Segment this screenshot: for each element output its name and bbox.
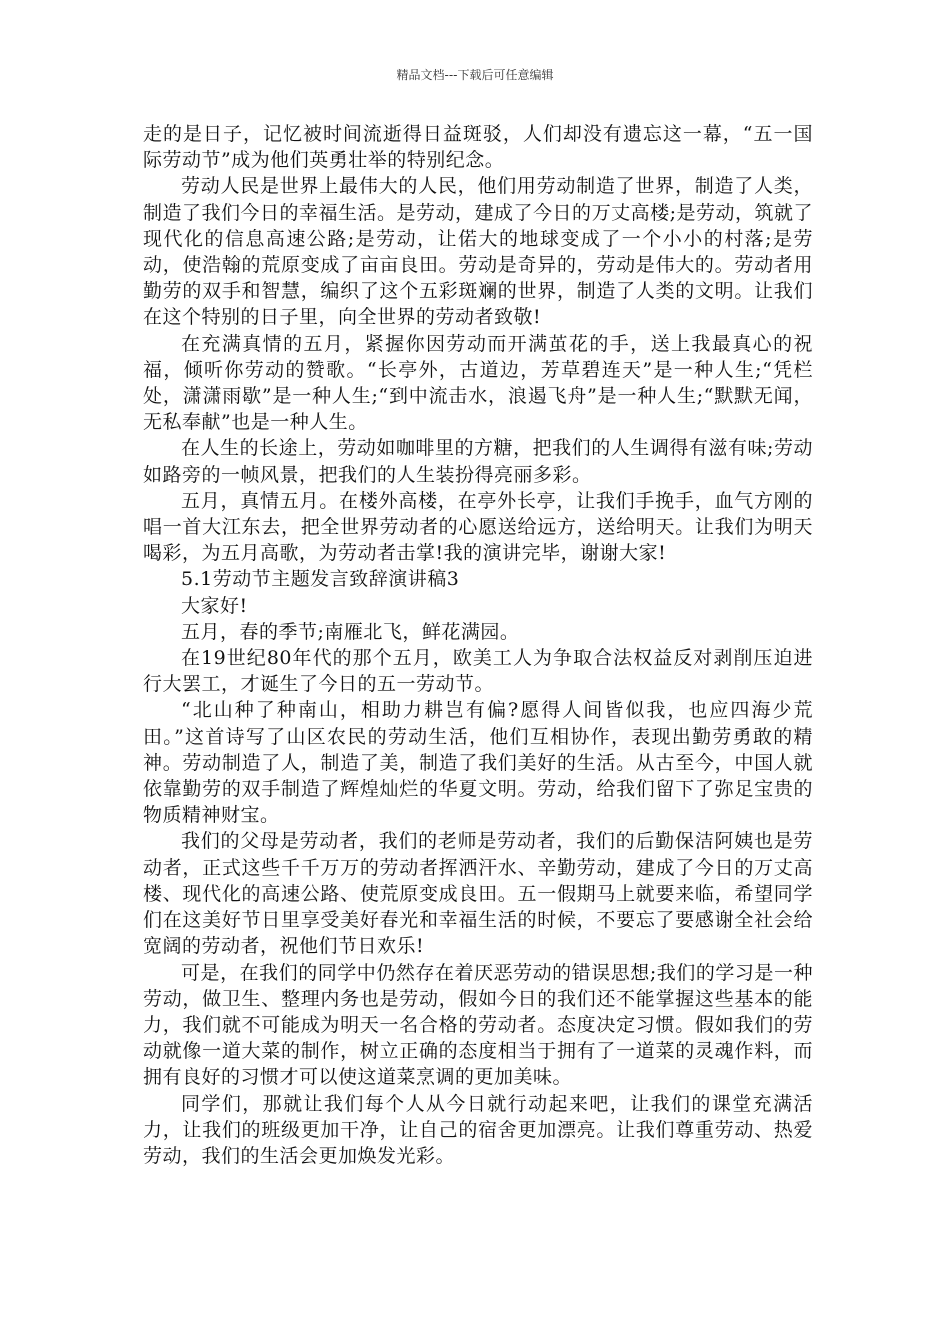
paragraph: 走的是日子，记忆被时间流逝得日益斑驳，人们却没有遗忘这一幕，“五一国际劳动节”成为他们英勇壮举的特别纪念。 [143, 123, 813, 172]
paragraph: 在充满真情的五月，紧握你因劳动而开满茧花的手，送上我最真心的祝福，倾听你劳动的赞歌。“长亭外，古道边，芳草碧连天”是一种人生;“凭栏处，潇潇雨歇”是一种人生;“到中流击水，浪遏飞舟”是一种人生;“默默无闻，无私奉献”也是一种人生。 [143, 332, 813, 434]
page-header: 精品文档---下载后可任意编辑 [396, 68, 554, 82]
paragraph: 劳动人民是世界上最伟大的人民，他们用劳动制造了世界，制造了人类，制造了我们今日的幸福生活。是劳动，建成了今日的万丈高楼;是劳动，筑就了现代化的信息高速公路;是劳动，让偌大的地球变成了一个小小的村落;是劳动，使浩翰的荒原变成了亩亩良田。劳动是奇异的，劳动是伟大的。劳动者用勤劳的双手和智慧，编织了这个五彩斑斓的世界，制造了人类的文明。让我们在这个特别的日子里，向全世界的劳动者致敬! [143, 175, 813, 329]
paragraph: “北山种了种南山，相助力耕岂有偏?愿得人间皆似我，也应四海少荒田。”这首诗写了山区农民的劳动生活，他们互相协作，表现出勤劳勇敢的精神。劳动制造了人，制造了美，制造了我们美好的生活。从古至今，中国人就依靠勤劳的双手制造了辉煌灿烂的华夏文明。劳动，给我们留下了弥足宝贵的物质精神财宝。 [143, 699, 813, 827]
section-heading: 5.1劳动节主题发言致辞演讲稿3 [181, 568, 460, 591]
greeting: 大家好! [181, 594, 248, 617]
paragraph: 可是，在我们的同学中仍然存在着厌恶劳动的错误思想;我们的学习是一种劳动，做卫生、整理内务也是劳动，假如今日的我们还不能掌握这些基本的能力，我们就不可能成为明天一名合格的劳动者。态度决定习惯。假如我们的劳动就像一道大菜的制作，树立正确的态度相当于拥有了一道菜的灵魂作料，而拥有良好的习惯才可以使这道菜烹调的更加美味。 [143, 961, 813, 1089]
paragraph: 我们的父母是劳动者，我们的老师是劳动者，我们的后勤保洁阿姨也是劳动者，正式这些千千万万的劳动者挥洒汗水、辛勤劳动，建成了今日的万丈高楼、现代化的高速公路、使荒原变成良田。五一假期马上就要来临，希望同学们在这美好节日里享受美好春光和幸福生活的时候，不要忘了要感谢全社会给宽阔的劳动者，祝他们节日欢乐! [143, 830, 813, 958]
paragraph: 在19世纪80年代的那个五月，欧美工人为争取合法权益反对剥削压迫进行大罢工，才诞生了今日的五一劳动节。 [143, 647, 813, 696]
document-body [143, 121, 813, 1169]
paragraph: 五月，真情五月。在楼外高楼，在亭外长亭，让我们手挽手，血气方刚的唱一首大江东去，把全世界劳动者的心愿送给远方，送给明天。让我们为明天喝彩，为五月高歌，为劳动者击掌!我的演讲完毕，谢谢大家! [143, 489, 813, 565]
paragraph: 同学们，那就让我们每个人从今日就行动起来吧，让我们的课堂充满活力，让我们的班级更加干净，让自己的宿舍更加漂亮。让我们尊重劳动、热爱劳动，我们的生活会更加焕发光彩。 [143, 1092, 813, 1167]
paragraph: 五月，春的季节;南雁北飞，鲜花满园。 [181, 620, 520, 643]
paragraph: 在人生的长途上，劳动如咖啡里的方糖，把我们的人生调得有滋有味;劳动如路旁的一帧风景，把我们的人生装扮得亮丽多彩。 [143, 437, 813, 486]
